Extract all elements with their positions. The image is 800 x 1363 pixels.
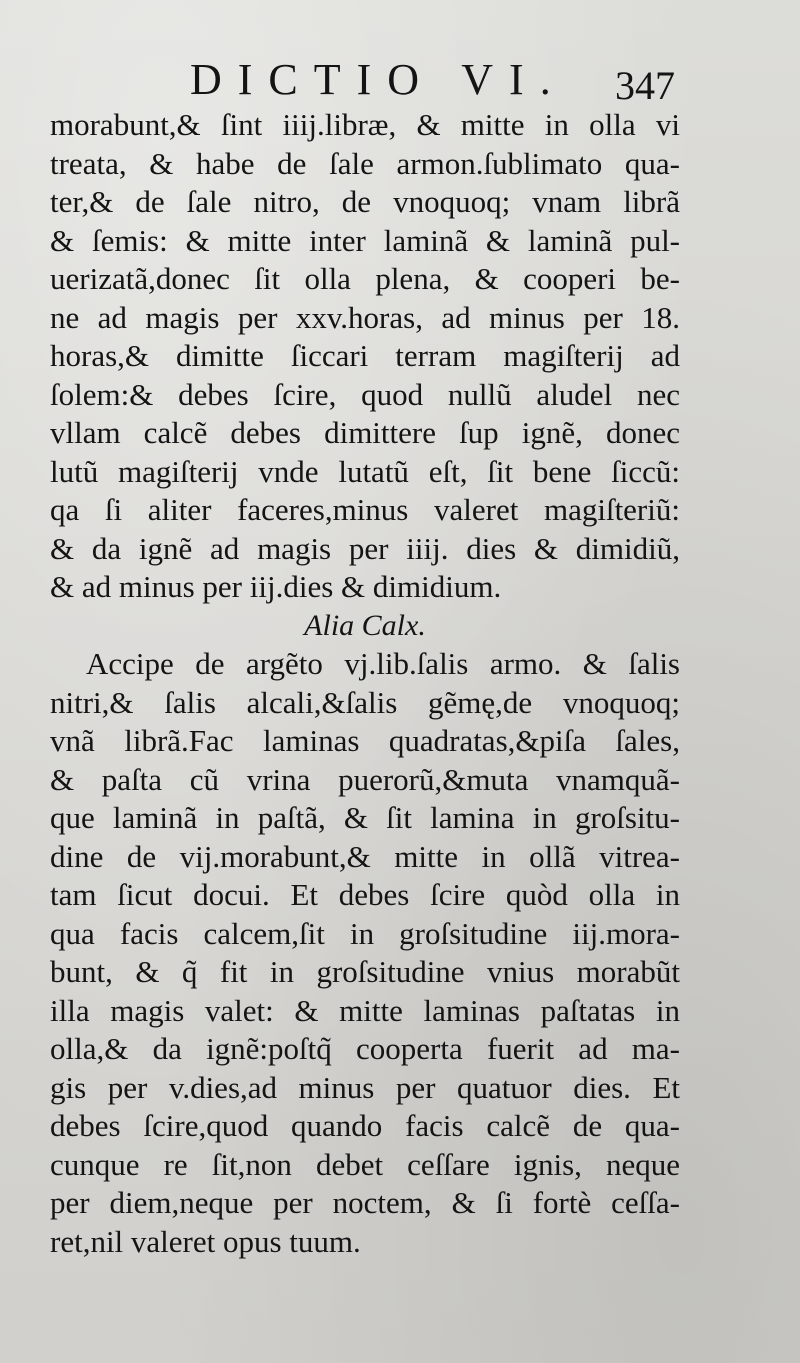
text-line: ret,nil valeret opus tuum.	[50, 1223, 361, 1259]
text-line: & ſemis: & mitte inter laminã & laminã pul-	[50, 222, 680, 258]
text-line: & paſta cũ vrina puerorũ,&muta vnamquã-	[50, 761, 680, 797]
text-line: treata, & habe de ſale armon.ſublimato qua-	[50, 145, 680, 181]
text-line: horas,& dimitte ſiccari terram magiſterij ad	[50, 338, 680, 373]
text-line: & ad minus per iij.dies & dimidium.	[50, 569, 502, 604]
section-heading: Alia Calx.	[304, 608, 426, 642]
paragraph-2	[50, 645, 680, 1261]
text-line: ter,& de ſale nitro, de vnoquoq; vnam librã	[50, 184, 680, 219]
text-line: & da ignẽ ad magis per iiij. dies & dimidiũ,	[50, 530, 680, 566]
text-line: illa magis valet: & mitte laminas paſtatas in	[50, 992, 680, 1028]
text-line: lutũ magiſterij vnde lutatũ eſt, ſit bene ſiccũ:	[50, 453, 680, 489]
text-line: gis per v.dies,ad minus per quatuor dies. Et	[50, 1069, 680, 1105]
text-line: que laminã in paſtã, & ſit lamina in groſsitu-	[50, 800, 680, 835]
page-heading: DICTIO VI.	[190, 55, 567, 104]
text-line: bunt, & q̃ fit in groſsitudine vnius morabũt	[50, 954, 680, 989]
paragraph-1	[50, 106, 680, 607]
text-line: nitri,& ſalis alcali,&ſalis gẽmę,de vnoquoq;	[50, 684, 680, 720]
text-line: ſolem:& debes ſcire, quod nullũ aludel nec	[50, 376, 680, 412]
text-line: vnã librã.Fac laminas quadratas,&piſa ſales,	[50, 723, 680, 758]
text-line: Accipe de argẽto vj.lib.ſalis armo. & ſalis	[86, 646, 680, 681]
page-number: 347	[615, 63, 675, 108]
text-line: vllam calcẽ debes dimittere ſup ignẽ, donec	[50, 415, 680, 450]
text-line: qa ſi aliter faceres,minus valeret magiſteriũ:	[50, 492, 680, 527]
text-line: morabunt,& ſint iiij.libræ, & mitte in olla vi	[50, 107, 680, 142]
text-line: cunque re ſit,non debet ceſſare ignis, neque	[50, 1146, 680, 1182]
running-head	[190, 54, 690, 108]
text-block	[50, 106, 680, 1261]
text-line: per diem,neque per noctem, & ſi fortè ceſſa-	[50, 1185, 680, 1220]
text-line: tam ſicut docui. Et debes ſcire quòd olla in	[50, 877, 680, 912]
text-line: debes ſcire,quod quando facis calcẽ de qua-	[50, 1108, 680, 1143]
text-line: olla,& da ignẽ:poſtq̃ cooperta fuerit ad ma-	[50, 1031, 680, 1066]
text-line: uerizatã,donec ſit olla plena, & cooperi be-	[50, 261, 680, 296]
text-line: dine de vij.morabunt,& mitte in ollã vitrea-	[50, 838, 680, 874]
text-line: qua facis calcem,ſit in groſsitudine iij.mora-	[50, 915, 680, 951]
text-line: ne ad magis per xxv.horas, ad minus per 18.	[50, 299, 680, 335]
